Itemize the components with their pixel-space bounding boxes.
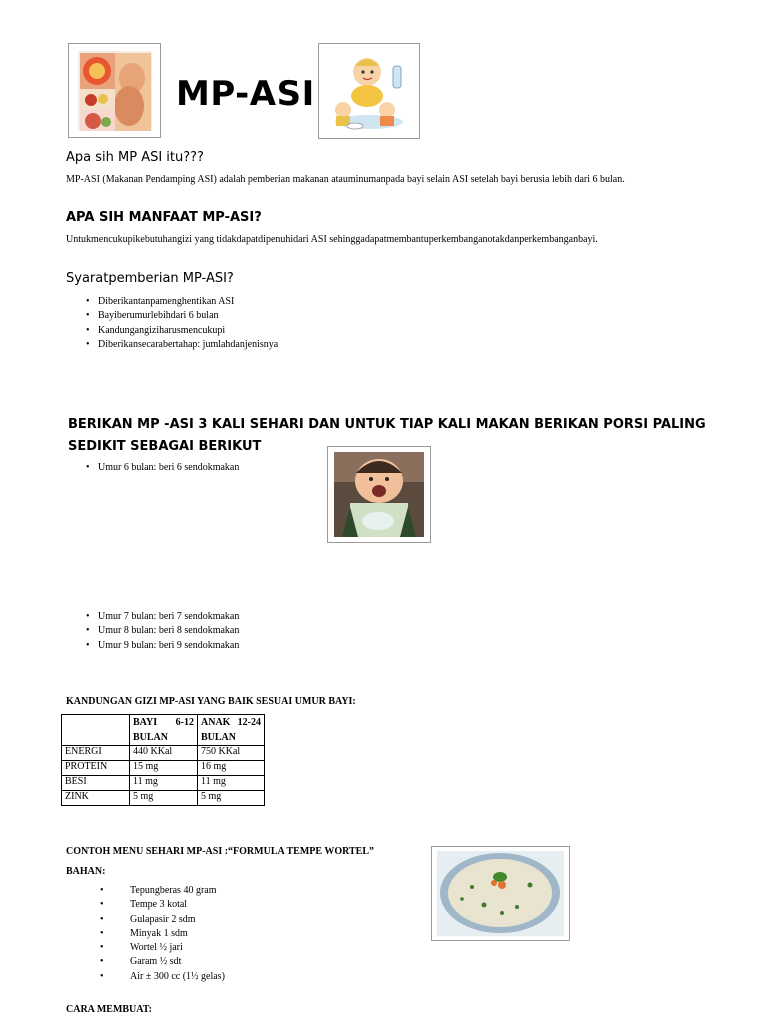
table-cell: PROTEIN bbox=[62, 761, 130, 776]
list-item: • Umur 8 bulan: beri 8 sendokmakan bbox=[66, 624, 239, 638]
benefit-heading: APA SIH MANFAAT MP-ASI? bbox=[66, 210, 262, 225]
table-cell: 440 KKal bbox=[130, 746, 198, 761]
requirements-heading: Syaratpemberian MP-ASI? bbox=[66, 271, 234, 286]
requirements-list bbox=[66, 295, 278, 352]
list-item: • Diberikansecarabertahap: jumlahdanjenisnya bbox=[66, 338, 278, 352]
mp-asi-definition: MP-ASI (Makanan Pendamping ASI) adalah pemberian makanan atauminumanpada bayi selain ASI setelah bayi berusia lebih dari 6 bulan. bbox=[66, 174, 625, 185]
list-item: • Gulapasir 2 sdm bbox=[66, 913, 225, 927]
menu-heading: CONTOH MENU SEHARI MP-ASI :“FORMULA TEMPE WORTEL” bbox=[66, 846, 375, 857]
ingredients-label: BAHAN: bbox=[66, 866, 106, 877]
table-cell: 16 mg bbox=[198, 761, 265, 776]
nutrition-table bbox=[61, 714, 265, 806]
ingredients-list bbox=[66, 884, 225, 984]
table-cell: 5 mg bbox=[198, 791, 265, 806]
table-cell: 11 mg bbox=[130, 776, 198, 791]
header-child: ANAK 12-24 BULAN bbox=[201, 717, 261, 743]
list-item: • Tempe 3 kotal bbox=[66, 898, 225, 912]
table-header-cell bbox=[130, 715, 198, 746]
portion-list-7-9-months bbox=[66, 610, 239, 653]
table-cell: ENERGI bbox=[62, 746, 130, 761]
table-row bbox=[62, 776, 265, 791]
baby-photo bbox=[327, 446, 431, 543]
list-item: • Air ± 300 cc (1½ gelas) bbox=[66, 970, 225, 984]
portion-list-6-months bbox=[66, 461, 239, 475]
page-title: MP-ASI bbox=[176, 74, 315, 114]
table-cell: ZINK bbox=[62, 791, 130, 806]
list-item: • Umur 9 bulan: beri 9 sendokmakan bbox=[66, 639, 239, 653]
table-header-cell bbox=[198, 715, 265, 746]
table-cell: 750 KKal bbox=[198, 746, 265, 761]
list-item: • Tepungberas 40 gram bbox=[66, 884, 225, 898]
table-row bbox=[62, 791, 265, 806]
table-cell: 5 mg bbox=[130, 791, 198, 806]
mp-asi-collage-image bbox=[68, 43, 161, 138]
table-cell: BESI bbox=[62, 776, 130, 791]
list-item: • Umur 7 bulan: beri 7 sendokmakan bbox=[66, 610, 239, 624]
list-item: • Wortel ½ jari bbox=[66, 941, 225, 955]
section-question: Apa sih MP ASI itu??? bbox=[66, 150, 204, 165]
instructions-label: CARA MEMBUAT: bbox=[66, 1004, 153, 1015]
table-cell: 11 mg bbox=[198, 776, 265, 791]
table-header-row bbox=[62, 715, 265, 746]
table-row bbox=[62, 761, 265, 776]
list-item: • Kandungangiziharusmencukupi bbox=[66, 324, 278, 338]
table-cell: 15 mg bbox=[130, 761, 198, 776]
list-item: • Bayiberumurlebihdari 6 bulan bbox=[66, 309, 278, 323]
list-item: • Umur 6 bulan: beri 6 sendokmakan bbox=[66, 461, 239, 475]
list-item: • Diberikantanpamenghentikan ASI bbox=[66, 295, 278, 309]
list-item: • Garam ½ sdt bbox=[66, 955, 225, 969]
baby-eating-illustration bbox=[318, 43, 420, 139]
table-row bbox=[62, 746, 265, 761]
porridge-photo bbox=[431, 846, 570, 941]
portion-heading: BERIKAN MP -ASI 3 KALI SEHARI DAN UNTUK TIAP KALI MAKAN BERIKAN PORSI PALING SEDIKIT SEBAGAI BERIKUT bbox=[68, 417, 706, 454]
benefit-text: Untukmencukupikebutuhangizi yang tidakdapatdipenuhidari ASI sehinggadapatmembantuperkembanganotakdanperkembanganbayi. bbox=[66, 234, 598, 245]
nutrition-heading: KANDUNGAN GIZI MP-ASI YANG BAIK SESUAI UMUR BAYI: bbox=[66, 696, 356, 707]
list-item: • Minyak 1 sdm bbox=[66, 927, 225, 941]
table-header-cell bbox=[62, 715, 130, 746]
header-infant: BAYI 6-12 BULAN bbox=[133, 717, 194, 743]
